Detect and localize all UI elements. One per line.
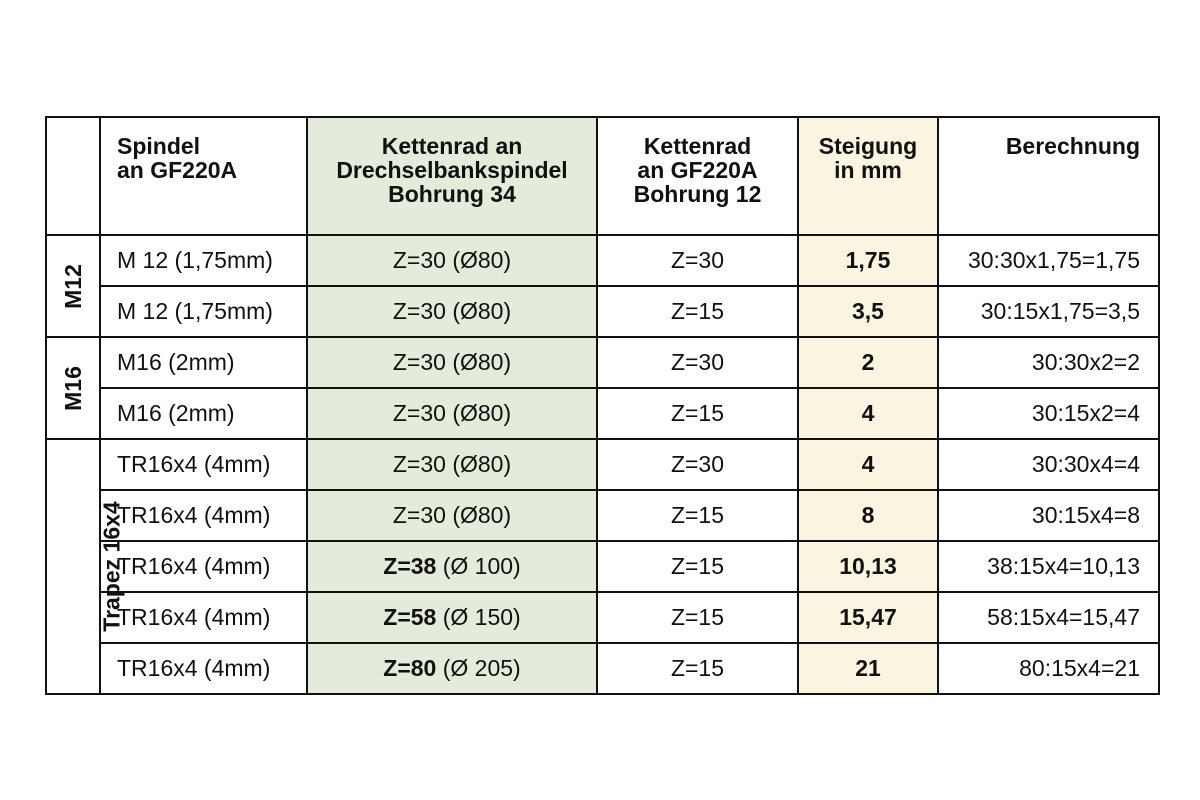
group-cell-m16	[46, 337, 100, 439]
cell-spindel: M16 (2mm)	[100, 337, 307, 388]
header-row	[46, 117, 1159, 235]
cell-kettenrad-rest: Z=30 (Ø80)	[392, 349, 512, 375]
cell-gf: Z=30	[597, 337, 798, 388]
cell-kettenrad-rest: Z=30 (Ø80)	[392, 451, 512, 477]
cell-berechnung: 38:15x4=10,13	[938, 541, 1159, 592]
cell-spindel: M 12 (1,75mm)	[100, 235, 307, 286]
cell-steigung: 4	[798, 439, 938, 490]
cell-kettenrad-rest: Z=30 (Ø80)	[392, 247, 512, 273]
cell-kettenrad	[307, 541, 597, 592]
cell-kettenrad-bold: Z=58	[383, 604, 437, 630]
cell-kettenrad	[307, 337, 597, 388]
gear-ratio-table	[45, 116, 1160, 695]
cell-spindel: TR16x4 (4mm)	[100, 541, 307, 592]
cell-steigung: 3,5	[798, 286, 938, 337]
cell-steigung: 1,75	[798, 235, 938, 286]
cell-kettenrad-rest: (Ø 205)	[436, 655, 521, 681]
cell-gf: Z=15	[597, 541, 798, 592]
header-kettenrad-gf-line3: Bohrung 12	[633, 181, 762, 207]
group-label-m12: M12	[59, 263, 86, 309]
group-label-trapez: Trapez 16x4	[98, 501, 125, 632]
cell-spindel: TR16x4 (4mm)	[100, 643, 307, 694]
table-row	[46, 235, 1159, 286]
cell-gf: Z=15	[597, 490, 798, 541]
group-cell-m12	[46, 235, 100, 337]
cell-kettenrad-bold: Z=38	[383, 553, 437, 579]
cell-berechnung: 30:15x1,75=3,5	[938, 286, 1159, 337]
header-berechnung: Berechnung	[938, 117, 1159, 235]
cell-steigung: 4	[798, 388, 938, 439]
table-row	[46, 592, 1159, 643]
header-steigung-line2: in mm	[834, 157, 902, 183]
cell-kettenrad-rest: (Ø 150)	[436, 604, 521, 630]
cell-berechnung: 30:30x4=4	[938, 439, 1159, 490]
table-row	[46, 643, 1159, 694]
cell-kettenrad-bold: Z=80	[383, 655, 437, 681]
cell-kettenrad-rest: Z=30 (Ø80)	[392, 298, 512, 324]
header-steigung-line1: Steigung	[818, 133, 918, 159]
cell-kettenrad	[307, 235, 597, 286]
table-row	[46, 490, 1159, 541]
cell-spindel: TR16x4 (4mm)	[100, 592, 307, 643]
cell-gf: Z=15	[597, 388, 798, 439]
cell-kettenrad	[307, 490, 597, 541]
cell-spindel: TR16x4 (4mm)	[100, 490, 307, 541]
cell-gf: Z=30	[597, 235, 798, 286]
cell-kettenrad-rest: Z=30 (Ø80)	[392, 400, 512, 426]
cell-spindel: TR16x4 (4mm)	[100, 439, 307, 490]
cell-steigung: 10,13	[798, 541, 938, 592]
cell-kettenrad	[307, 592, 597, 643]
cell-kettenrad	[307, 439, 597, 490]
cell-gf: Z=15	[597, 286, 798, 337]
table-row	[46, 541, 1159, 592]
header-steigung	[798, 117, 938, 235]
cell-gf: Z=15	[597, 643, 798, 694]
table-row	[46, 337, 1159, 388]
header-kettenrad-drechsel	[307, 117, 597, 235]
cell-spindel: M 12 (1,75mm)	[100, 286, 307, 337]
cell-steigung: 2	[798, 337, 938, 388]
cell-kettenrad	[307, 388, 597, 439]
group-cell-trapez	[46, 439, 125, 694]
header-kettenrad-gf	[597, 117, 798, 235]
header-kettenrad-drechsel-line3: Bohrung 34	[388, 181, 516, 207]
header-group-empty	[46, 117, 100, 235]
cell-berechnung: 30:15x2=4	[938, 388, 1159, 439]
header-spindel	[100, 117, 307, 235]
cell-kettenrad-rest: Z=30 (Ø80)	[392, 502, 512, 528]
cell-steigung: 15,47	[798, 592, 938, 643]
cell-spindel: M16 (2mm)	[100, 388, 307, 439]
cell-gf: Z=30	[597, 439, 798, 490]
cell-kettenrad	[307, 286, 597, 337]
table-row	[46, 388, 1159, 439]
header-kettenrad-drechsel-line1: Kettenrad an	[381, 133, 523, 159]
cell-gf: Z=15	[597, 592, 798, 643]
header-kettenrad-gf-line1: Kettenrad	[643, 133, 752, 159]
cell-berechnung: 58:15x4=15,47	[938, 592, 1159, 643]
cell-berechnung: 80:15x4=21	[938, 643, 1159, 694]
table-row	[46, 286, 1159, 337]
header-kettenrad-gf-line2: an GF220A	[637, 157, 758, 183]
cell-steigung: 8	[798, 490, 938, 541]
table-row	[46, 439, 1159, 490]
header-spindel-line1: Spindel	[117, 133, 201, 159]
group-label-m16: M16	[59, 365, 86, 411]
cell-steigung: 21	[798, 643, 938, 694]
cell-berechnung: 30:15x4=8	[938, 490, 1159, 541]
cell-berechnung: 30:30x1,75=1,75	[938, 235, 1159, 286]
header-kettenrad-drechsel-line2: Drechselbankspindel	[336, 157, 568, 183]
header-spindel-line2: an GF220A	[117, 157, 238, 183]
cell-kettenrad-rest: (Ø 100)	[436, 553, 521, 579]
cell-berechnung: 30:30x2=2	[938, 337, 1159, 388]
cell-kettenrad	[307, 643, 597, 694]
